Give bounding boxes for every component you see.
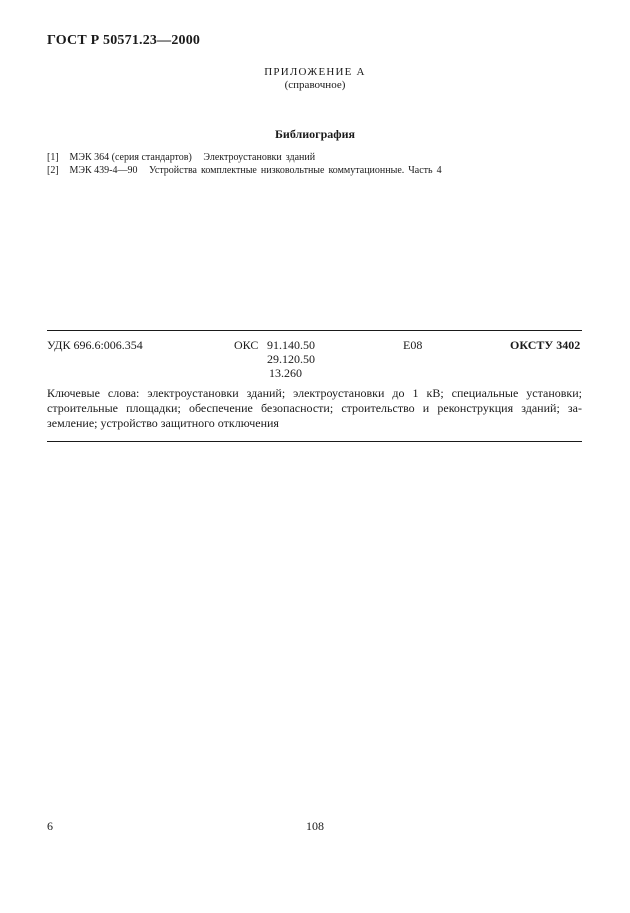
oks-code: 29.120.50 xyxy=(267,352,315,366)
oks-codes xyxy=(267,338,315,380)
bibliography-entry-title: Устройства комплектные низковольтные коммутационные. Часть 4 xyxy=(149,165,442,176)
bibliography-entry-title: Электроустановки зданий xyxy=(203,152,316,163)
udk-code: УДК 696.6:006.354 xyxy=(47,338,143,352)
page-number-center: 108 xyxy=(306,819,324,833)
keywords-block xyxy=(47,386,582,431)
bottom-divider xyxy=(47,441,582,442)
appendix-title: ПРИЛОЖЕНИЕ А xyxy=(264,66,366,78)
top-divider xyxy=(47,330,582,331)
bibliography-entry-code: МЭК 439-4—90 xyxy=(69,165,138,176)
bibliography-heading: Библиография xyxy=(274,127,356,141)
appendix-subtitle: (справочное) xyxy=(284,79,346,91)
oks-code: 91.140.50 xyxy=(267,338,315,352)
okstu-code: ОКСТУ 3402 xyxy=(510,338,581,352)
oks-label: ОКС xyxy=(234,338,259,352)
bibliography-entry-1 xyxy=(47,152,315,163)
bibliography-entry-code: МЭК 364 (серия стандартов) xyxy=(69,152,192,163)
document-code-header: ГОСТ Р 50571.23—2000 xyxy=(47,33,201,48)
keywords-line: Ключевые слова: электроустановки зданий; электроустановки до 1 кВ; специальные установки; xyxy=(47,386,582,400)
bibliography-entry-2 xyxy=(47,165,442,176)
bibliography-entry-number: [1] xyxy=(47,152,59,163)
oks-code: 13.260 xyxy=(269,366,302,380)
keywords-line: земление; устройство защитного отключения xyxy=(47,416,279,430)
classification-group: Е08 xyxy=(403,338,423,352)
bibliography-entry-number: [2] xyxy=(47,165,59,176)
page-number-left: 6 xyxy=(47,819,53,833)
keywords-line: строительные площадки; обеспечение безопасности; строительство и реконструкция зданий; за- xyxy=(47,401,582,415)
